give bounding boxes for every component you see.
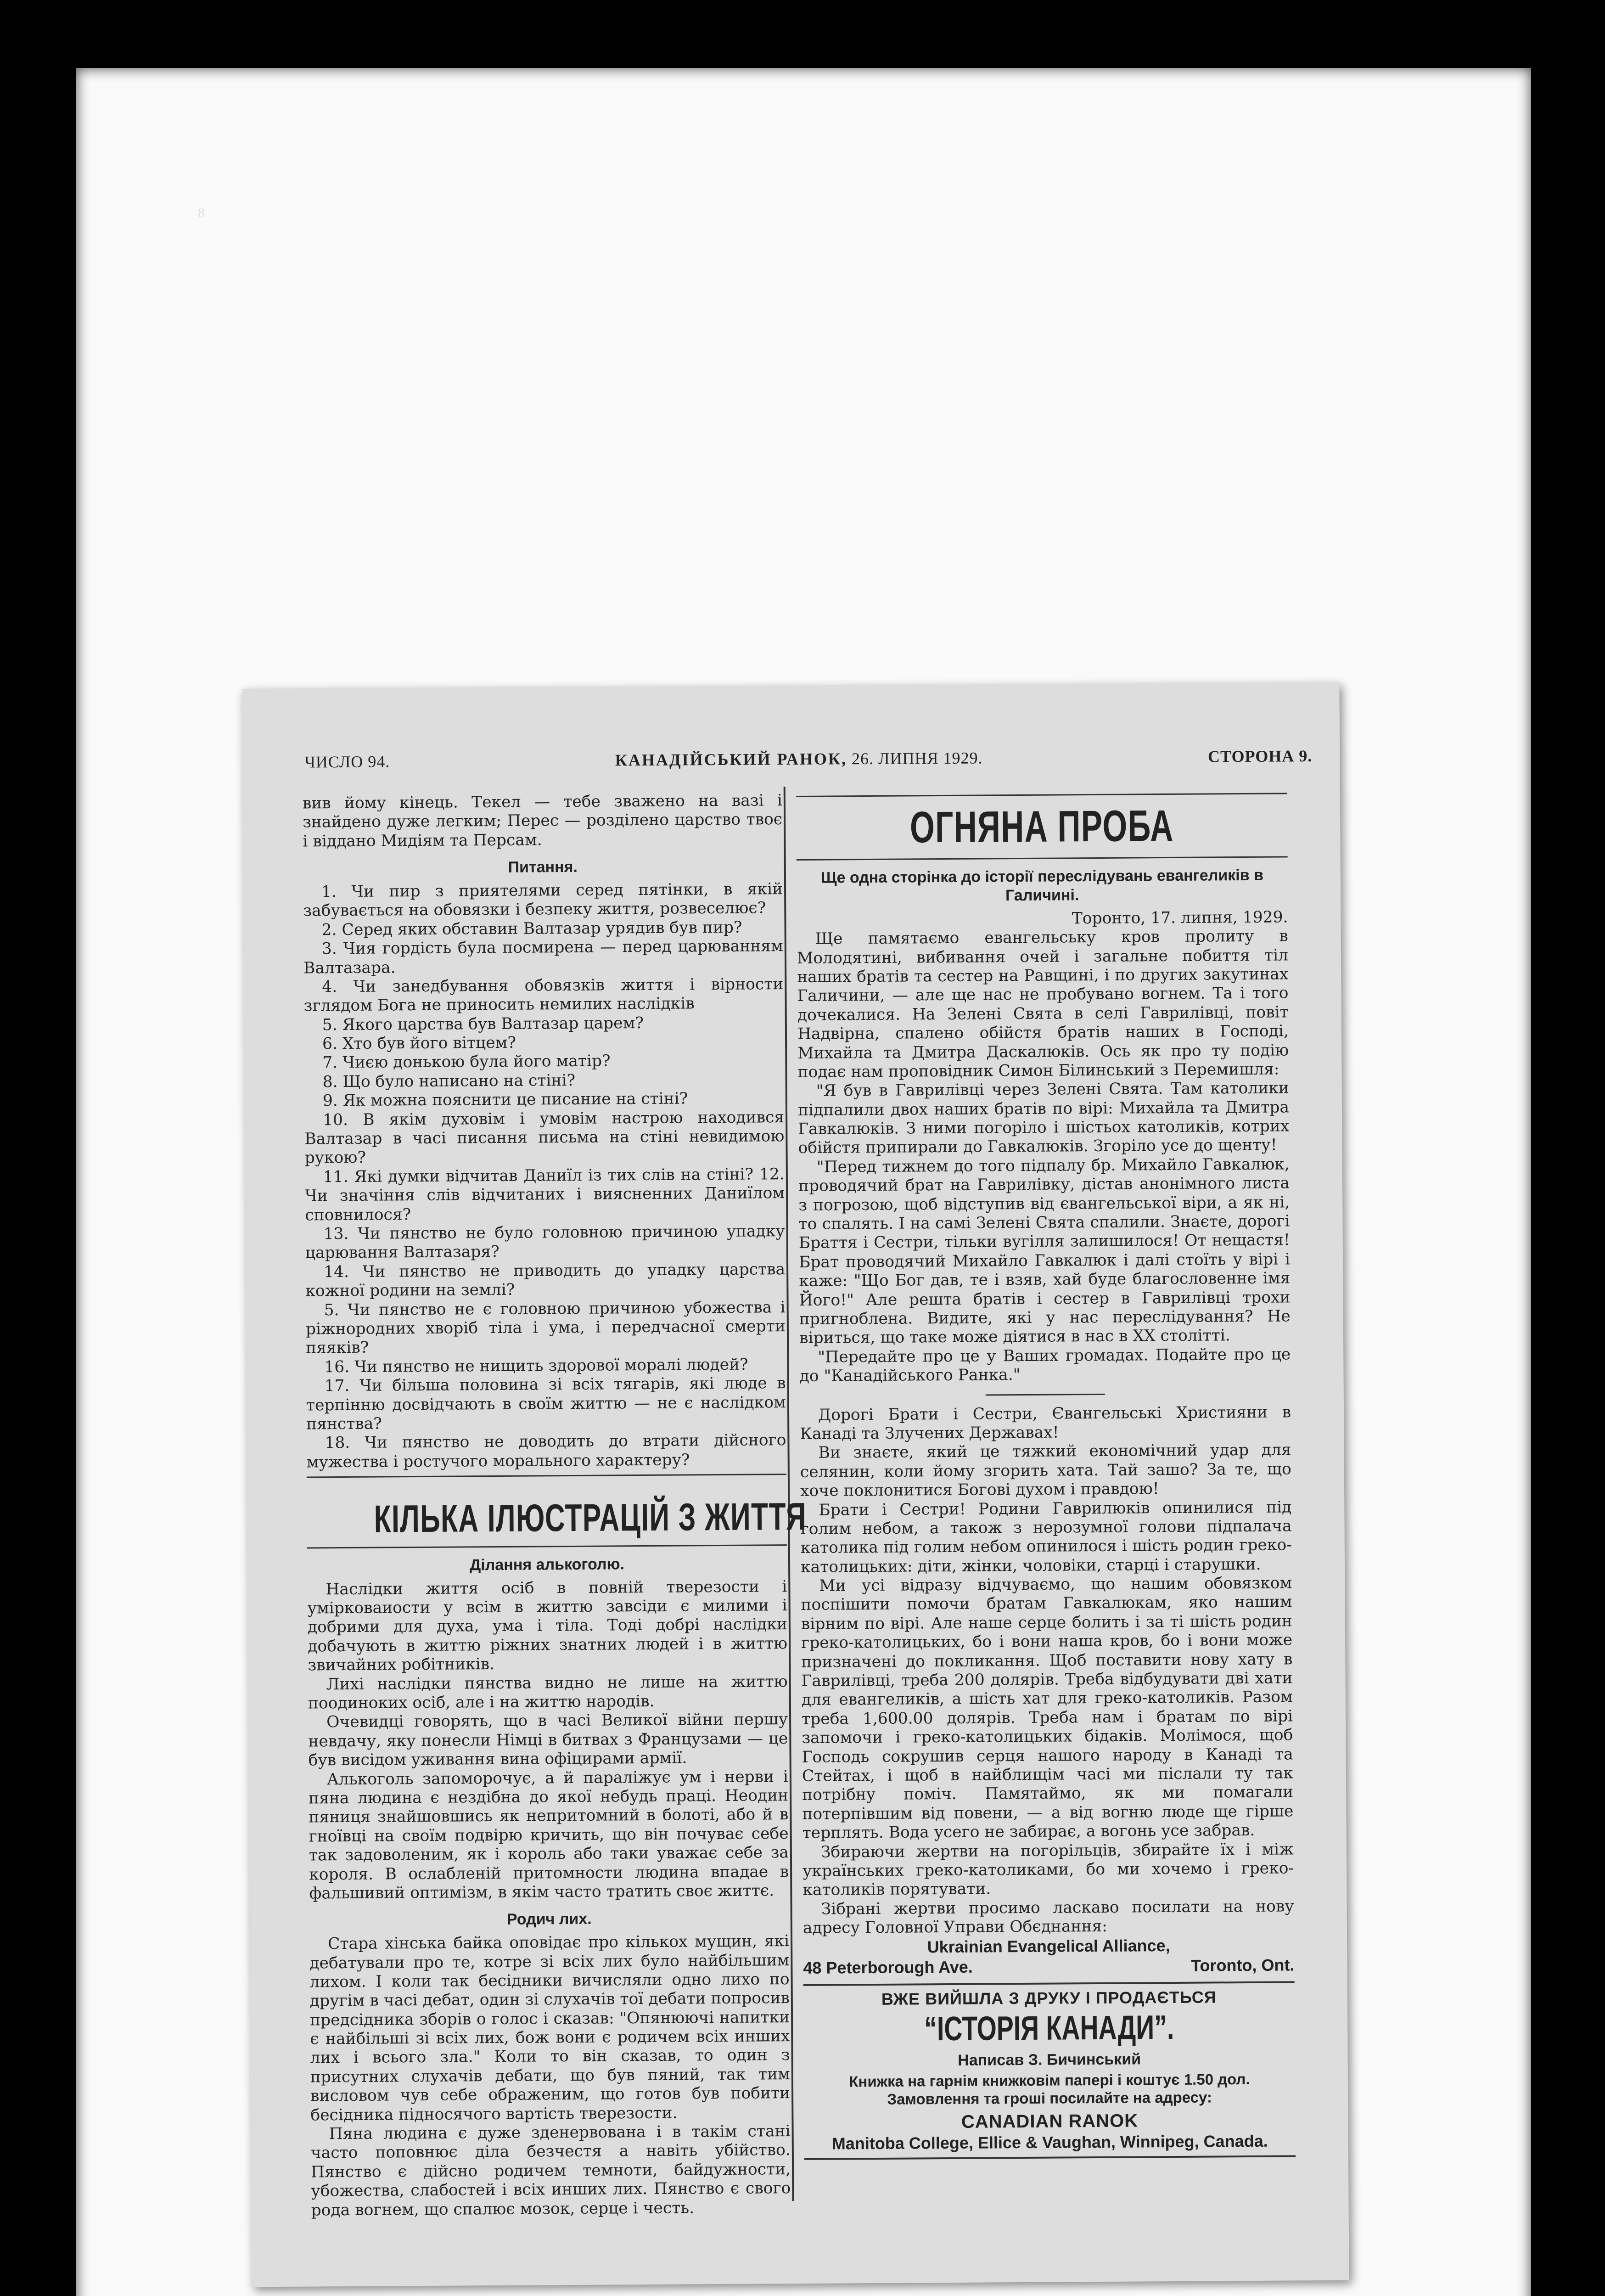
paragraph: Дорогі Брати і Сестри, Євангельські Християни в Канаді та Злучених Державах!	[800, 1402, 1291, 1443]
paragraph: Стара хінська байка оповідає про кількох мущин, які дебатували про те, котре зі всіх лих було найбільшим лихом. І коли так бесідники вичисляли одно лихо по другім в часі дебат, один зі слухачів тої дебати попросив предсідника зборів о голос і сказав: "Опянюючі напитки є найбільші зі всіх лих, бож вони є родичем всіх инших лих і всього зла." Коли то він сказав, то один з присутних слухачів дебати, що був пяний, так тим висловом чув себе ображеним, що готов був побити бесідника підносячого вартість тверезости.	[309, 1932, 791, 2125]
article-subtitle: Ще одна сторінка до історії переслідувань евангеликів в Галичині.	[820, 866, 1264, 905]
paragraph: Ще памятаємо евангельську кров пролиту в Молодятині, вибивання очей і загальне побиття тіл наших братів та сестер на Равщині, і по других закутинах Галичини, — але ще нас не пробувано вогнем. Та і того дочекалися. На Зелені Свята в селі Гаврилівці, повіт Надвірна, спалено обійстя братів наших в Господі, Михайла та Дмитра Даскалюків. Ось як про ту подію подає нам проповідник Симон Білинський з Перемишля:	[797, 927, 1289, 1081]
paragraph: вив йому кінець. Текел — тебе зважено на вазі і знайдено дуже легким; Перес — розділено царство твоє і віддано Мидіям та Персам.	[302, 791, 783, 851]
divider	[307, 1474, 786, 1478]
questions-list	[303, 880, 786, 1472]
section-subheading: Питання.	[508, 858, 578, 876]
article-headline: КІЛЬКА ІЛЮСТРАЦІЙ З ЖИТТЯ	[374, 1494, 807, 1541]
quote-paragraph: "Я був в Гаврилівці через Зелені Свята. Там католики підпалили двох наших братів по вірі: Михайла та Дмитра Гавкалюків. З ними погоріло і шістьох католиків, котрих обійстя припирали до Гавкалюків. Згоріло усе до щенту!	[797, 1079, 1290, 1158]
paragraph: Брати і Сестри! Родини Гаврилюків опинилися під голим небом, а також з нерозумної голови підпалача католика під голим небом опинилося і шість родин греко-католицьких: діти, жінки, чоловіки, старці і старушки.	[800, 1497, 1292, 1576]
question-item: 14. Чи пянство не приводить до упадку царства кожної родини на землі?	[305, 1260, 786, 1300]
question-item: 1. Чи пир з приятелями серед пятінки, в якій забувається на обовязки і безпеку життя, розвеселює?	[303, 880, 783, 920]
ad-publisher: CANADIAN RANOK	[961, 2110, 1139, 2132]
address-city: Toronto, Ont.	[1191, 1955, 1295, 1975]
divider	[307, 1544, 787, 1548]
ad-author: Написав З. Бичинський	[958, 2050, 1141, 2069]
question-item: 11. Які думки відчитав Даниїл із тих слів на стіні? 12. Чи значіння слів відчитаних і виясненних Даниїлом сповнилося?	[305, 1165, 785, 1225]
address-name: Ukrainian Evangelical Alliance,	[927, 1936, 1170, 1957]
question-item: 3. Чия гордість була посмирена — перед царюванням Валтазара.	[303, 937, 783, 978]
divider	[797, 856, 1288, 861]
question-item: 17. Чи більша половина зі всіх тягарів, які люде в терпінню досвідчають в своїм життю — не є наслідком пянства?	[306, 1374, 786, 1434]
alliance-address	[803, 1935, 1295, 1978]
left-column	[302, 791, 807, 2220]
paragraph: Зібрані жертви просимо ласкаво посилати на нову адресу Головної Управи Обєднання:	[802, 1897, 1294, 1938]
question-item: 16. Чи пянство не нищить здорової моралі людей?	[324, 1355, 748, 1377]
ad-order: Замовлення та гроші посилайте на адресу:	[887, 2088, 1212, 2108]
masthead-title: КАНАДІЙСЬКИЙ РАНОК, 26. ЛИПНЯ 1929.	[615, 748, 983, 770]
question-item: 5. Чи пянство не є головною причиною убожества і ріжнородних хворіб тіла і ума, і передчасної смерти пяяків?	[305, 1298, 786, 1357]
question-item: 2. Серед яких обставин Валтазар урядив був пир?	[321, 918, 742, 940]
question-item: 6. Хто був його вітцем?	[322, 1033, 516, 1053]
ad-publisher-address: Manitoba College, Ellice & Vaughan, Winnipeg, Canada.	[831, 2131, 1268, 2153]
ad-announcement: ВЖЕ ВИЙШЛА З ДРУКУ І ПРОДАЄТЬСЯ	[881, 1987, 1217, 2009]
quote-paragraph: "Перед тижнем до того підпалу бр. Михайло Гавкалюк, проводячий брат на Гаврилівку, дістав анонімного листа з погрозою, щоб відступив від євангельської віри, а як ні, то спалять. І на самі Зелені Свята спалили. Знаєте, дорогі Браття і Сестри, тільки вугілля залишилося! От нещастя! Брат проводячий Михайло Гавкалюк і далі стоїть у вірі і каже: "Що Бог дав, те і взяв, хай буде благословенне імя Його!" Але решта братів і сестер в Гаврилівці трохи пригноблена. Видите, які у нас переслідування? Не віриться, що таке може діятися в нас в XX столітті.	[798, 1155, 1291, 1348]
question-item: 10. В якім духовім і умовім настрою находився Валтазар в часі писання письма на стіні невидимою рукою?	[304, 1108, 785, 1167]
frame-mark: 8	[197, 207, 205, 220]
paragraph: Очевидці говорять, що в часі Великої війни першу невдачу, яку понесли Німці в битвах з Французами — це був висідом уживання вина офіцирами армії.	[308, 1710, 788, 1770]
issue-number: ЧИСЛО 94.	[304, 752, 390, 771]
divider	[796, 793, 1287, 797]
article-headline: ОГНЯНА ПРОБА	[909, 801, 1174, 852]
question-item: 13. Чи пянство не було головною причиною упадку царювання Валтазаря?	[305, 1222, 785, 1262]
right-column	[796, 788, 1296, 2160]
quote-paragraph: "Передайте про це у Ваших громадах. Подайте про це до "Канадійського Ранка."	[799, 1345, 1291, 1386]
newspaper-page	[242, 682, 1349, 2287]
paragraph: Наслідки життя осіб в повній тверезости і умірковаиости у всім в життю завсіди є милими і добрими для духа, ума і тіла. Тоді добрі наслідки добачують в життю ріжних знатних людей і в життю звичайних робітників.	[307, 1577, 788, 1675]
paragraph: Ви знаєте, який це тяжкий економічний удар для селянин, коли йому згорить хата. Тай зашо? За те, що хоче поклонитися Богові духом і правдою!	[800, 1441, 1291, 1501]
masthead	[304, 742, 1312, 776]
question-item: 7. Чиєю донькою була його матір?	[322, 1052, 611, 1072]
page-number: СТОРОНА 9.	[1207, 747, 1313, 766]
ad-book-title: “ІСТОРІЯ КАНАДИ”.	[924, 2008, 1174, 2048]
paragraph: Пяна людина є дуже зденервована і в такім стані часто поповнює діла безчестя а навіть убійство. Пянство є дійсно родичем темноти, байдужности, убожества, слабостей і всіх инших лих. Пянство є свого рода вогнем, що спалює мозок, серце і честь.	[310, 2122, 791, 2220]
question-item: 8. Що було написано на стіні?	[322, 1071, 576, 1092]
book-advertisement	[803, 1981, 1296, 2160]
dateline: Торонто, 17. липня, 1929.	[1072, 908, 1288, 928]
question-item: 5. Якого царства був Валтазар царем?	[322, 1013, 644, 1034]
paragraph: Ми усі відразу відчуваємо, що нашим обовязком поспішити помочи братам Гавкалюкам, яко нашим вірним по вірі. Але наше серце болить і за ті шість родин греко-католицьких, бо і вони наша кров, бо і вони може призначені до покликання. Щоб поставити нову хату в Гаврилівці, треба 200 долярів. Треба відбудувати дві хати для евангеликів, а шість хат для греко-католиків. Разом треба 1,600.00 долярів. Треба нам і братам по вірі запомочи і греко-католицьких бідаків. Молімося, щоб Господь сокрушив серця нашого народу в Канаді та Стейтах, і щоб в найблищім часі ми післали ту так потрібну поміч. Памятаймо, як ми помагали потерпівшим від повени, — а від вогню люде ще гірше терплять. Вода усего не забирає, а вогонь усе забрав.	[801, 1574, 1294, 1843]
paragraph: Алькоголь запоморочує, а й параліжує ум і нерви і пяна людина є нездібна до якої небудь праці. Неодин пяниця знайшовшись як непритомний в болоті, або й в гноївці на своїм подвірю кричить, що він почуває себе так задоволеним, як і король або таки уважає себе за короля. В ослабленій притомности людина впадае в фальшивий оптимізм, в якім часто тратить своє життє.	[309, 1767, 789, 1903]
question-item: 18. Чи пянство не доводить до втрати дійсного мужества і ростучого морального характеру?	[306, 1431, 786, 1472]
question-item: 4. Чи занедбування обовязків життя і вірности зглядом Бога не приносить немилих наслідків	[303, 975, 784, 1015]
address-street: 48 Peterborough Ave.	[803, 1957, 973, 1977]
section-subheading: Родич лих.	[506, 1910, 592, 1929]
paragraph: Лихі наслідки пянства видно не лише на життю поодиноких осіб, але і на життю народів.	[308, 1672, 788, 1713]
divider	[986, 1393, 1105, 1396]
ad-price: Книжка на гарнім книжковім папері і коштує 1.50 дол.	[849, 2070, 1250, 2090]
paragraph: Збираючи жертви на погорільців, збирайте їх і між українських греко-католиками, бо ми хочемо і греко-католиків порятувати.	[802, 1840, 1294, 1900]
section-subheading: Ділання алькоголю.	[469, 1555, 625, 1574]
question-item: 9. Як можна пояснити це писание на стіні?	[322, 1089, 688, 1110]
